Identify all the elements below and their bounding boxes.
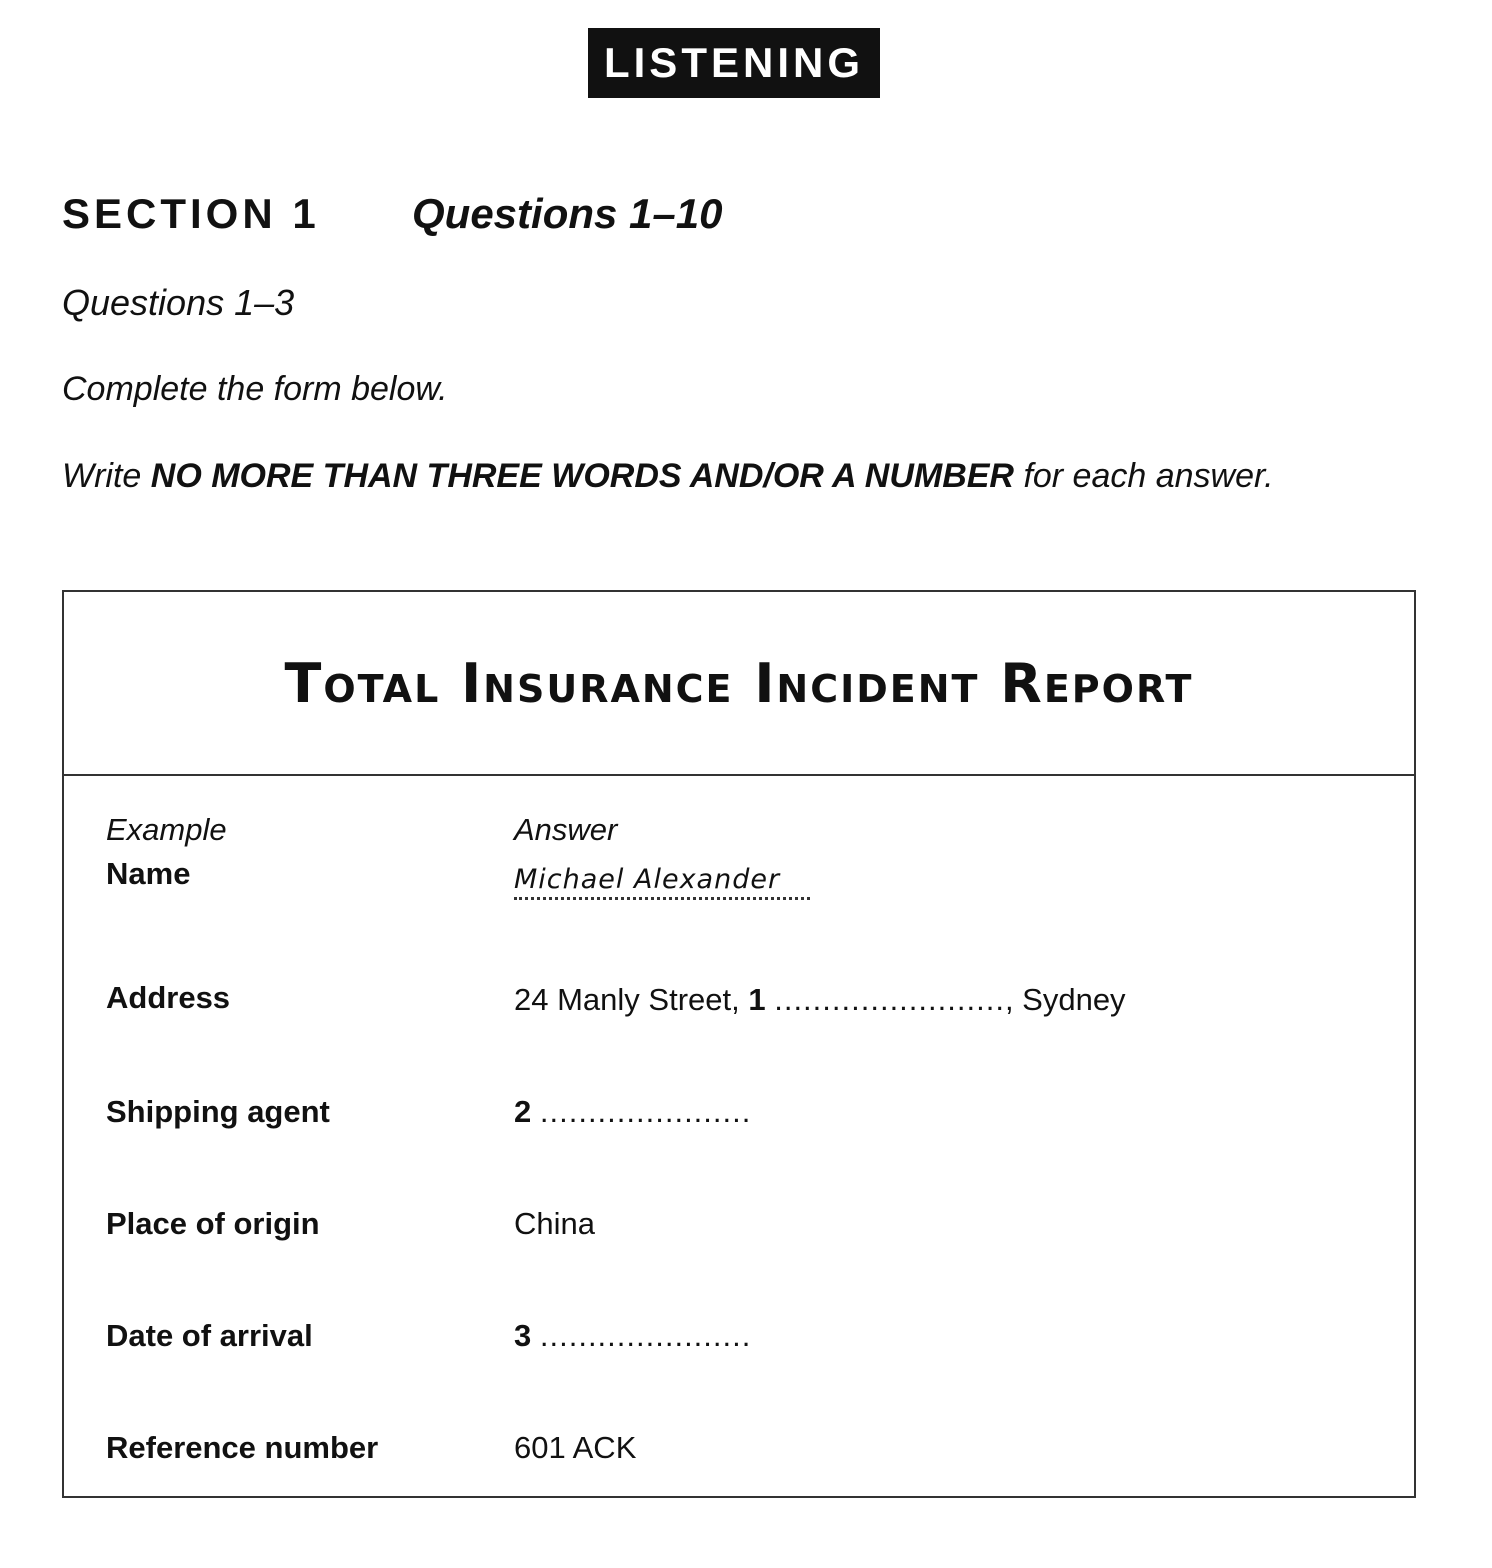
- place-of-origin-value: China: [514, 1206, 595, 1241]
- reference-number-value: 601 ACK: [514, 1430, 637, 1465]
- question-1-number: 1: [748, 982, 766, 1017]
- section-label: SECTION 1: [62, 190, 320, 237]
- address-city: , Sydney: [1004, 982, 1126, 1017]
- listening-badge: LISTENING: [588, 28, 880, 98]
- instruction-pre: Write: [62, 457, 142, 495]
- question-1-blank[interactable]: ........................: [774, 982, 1005, 1017]
- form-title: Total Insurance Incident Report: [284, 651, 1194, 715]
- question-2-blank[interactable]: ......................: [539, 1094, 752, 1129]
- question-3-number: 3: [514, 1318, 532, 1353]
- shipping-agent-value: [514, 1094, 751, 1130]
- address-value: [514, 982, 1126, 1018]
- question-3-blank[interactable]: ......................: [539, 1318, 752, 1353]
- question-2-number: 2: [514, 1094, 532, 1129]
- subsection-heading: Questions 1–3: [62, 282, 295, 323]
- section-questions: Questions 1–10: [412, 190, 723, 237]
- date-of-arrival-label: Date of arrival: [106, 1318, 313, 1353]
- instruction-complete: Complete the form below.: [62, 370, 448, 408]
- incident-report-form: [62, 590, 1416, 1498]
- name-handwritten-answer: Michael Alexander: [514, 864, 810, 900]
- instruction-word-limit: [62, 457, 1274, 496]
- form-title-area: [64, 592, 1414, 776]
- place-of-origin-label: Place of origin: [106, 1206, 320, 1241]
- date-of-arrival-value: [514, 1318, 751, 1354]
- example-heading: Example: [106, 812, 227, 847]
- instruction-bold: NO MORE THAN THREE WORDS AND/OR A NUMBER: [150, 457, 1014, 495]
- name-value: [514, 860, 810, 900]
- address-label: Address: [106, 980, 231, 1015]
- reference-number-label: Reference number: [106, 1430, 379, 1465]
- name-label: Name: [106, 856, 191, 891]
- section-heading: [62, 190, 723, 238]
- address-street: 24 Manly Street,: [514, 982, 740, 1017]
- shipping-agent-label: Shipping agent: [106, 1094, 330, 1129]
- instruction-post: for each answer.: [1023, 457, 1274, 495]
- answer-heading: Answer: [514, 812, 618, 847]
